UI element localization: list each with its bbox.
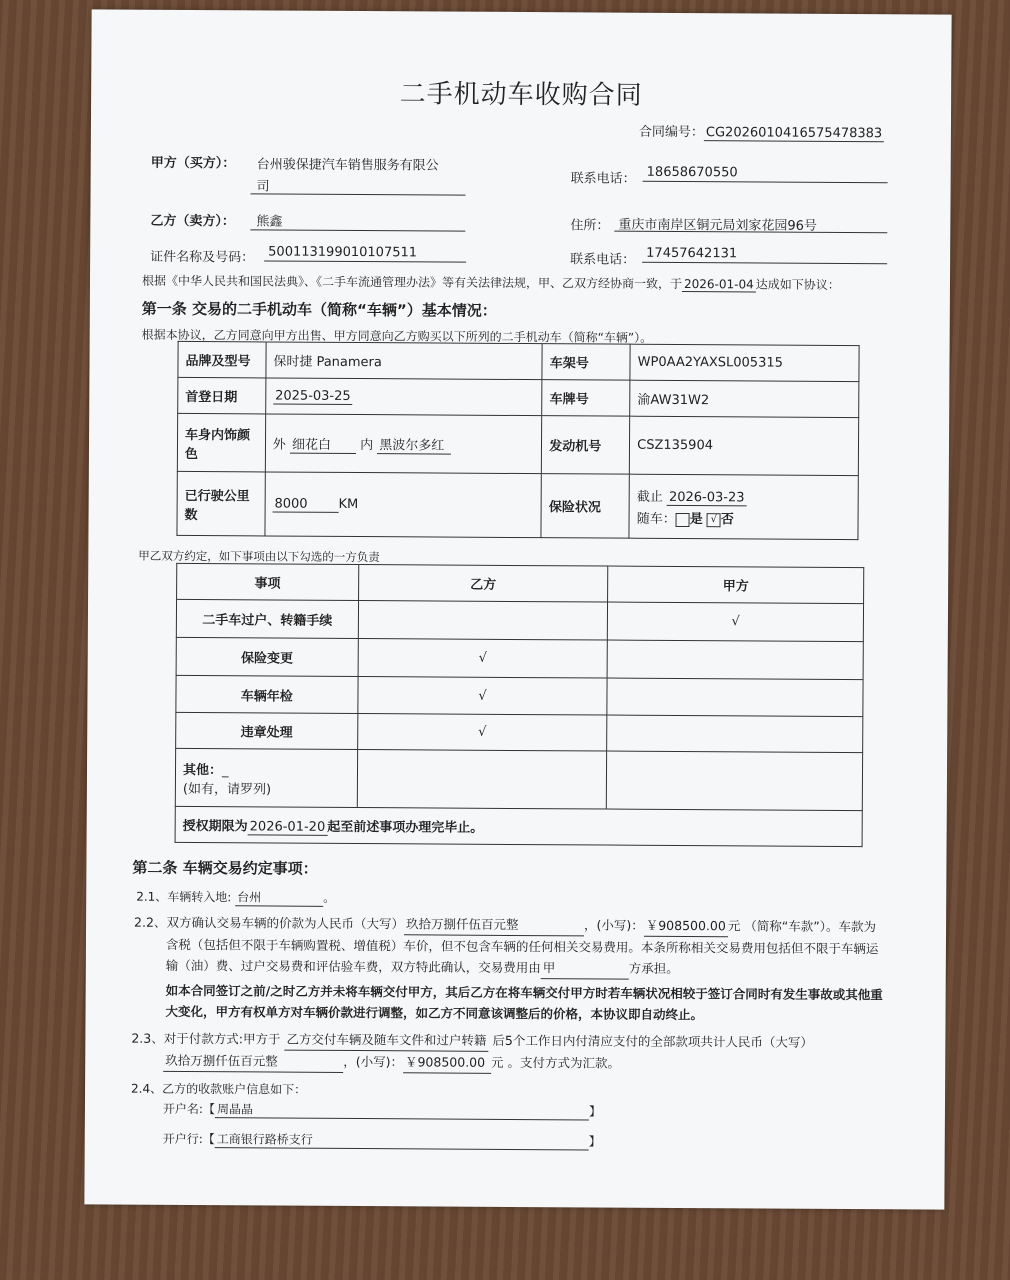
other-party-a <box>607 751 863 811</box>
party-a-phone: 18658670550 <box>646 164 738 181</box>
destination-value: 台州 <box>235 888 323 907</box>
plate-value: 渝AW31W2 <box>630 380 859 417</box>
other-party-b <box>357 750 607 810</box>
mileage-label <box>177 471 265 536</box>
row-party-b-mark: √ <box>358 639 608 679</box>
table-row <box>176 675 863 716</box>
row-party-a-mark <box>607 678 863 717</box>
section-2-2-a: 双方确认交易车辆的价款为人民币（大写） <box>166 914 405 932</box>
other-note: (如有，请罗列) <box>182 781 272 797</box>
yes-checkbox[interactable] <box>676 512 690 526</box>
party-a-name-line1: 台州骏保捷汽车销售服务有限公 <box>256 157 439 174</box>
section-2-4-text: 乙方的收款账户信息如下： <box>162 1081 307 1097</box>
section-2-3-c: ，(小写)： <box>343 1053 404 1070</box>
table-row <box>175 806 862 846</box>
section-2-1 <box>136 888 335 907</box>
contract-number: CG2026010416575478383 <box>704 125 884 142</box>
vin-label: 车架号 <box>542 344 630 381</box>
account-name: 周晶晶 <box>215 1100 589 1120</box>
auth-period-cell <box>175 806 862 846</box>
account-name-close: 】 <box>588 1104 602 1119</box>
reg-date-cell <box>266 378 543 416</box>
with-car-label: 随车： <box>636 511 676 527</box>
bold-clause-line2: 大变化，甲方有权单方对车辆价款进行调整，如乙方不同意该调整后的价格，本协议即自动终止。 <box>165 1003 704 1023</box>
id-label: 证件名称及号码： <box>150 249 255 266</box>
row-party-b-mark: √ <box>358 677 608 716</box>
mileage-unit: KM <box>338 496 359 512</box>
section-2-3-d: 元 。支付方式为汇款。 <box>490 1054 621 1071</box>
mileage-value: 8000 <box>272 496 338 512</box>
bold-clause <box>165 980 882 1026</box>
section-2-3-no: 2.3、 <box>131 1030 164 1046</box>
section-2-3 <box>131 1028 813 1076</box>
engine-label: 发动机号 <box>542 416 630 475</box>
row-item: 二手车过户、转籍手续 <box>176 599 358 638</box>
price-chinese: 玖拾万捌仟伍百元整 <box>404 913 584 936</box>
party-a-phone-label: 联系电话： <box>570 171 636 187</box>
table-row <box>177 471 858 539</box>
bank-close: 】 <box>588 1134 601 1149</box>
section-2-4 <box>131 1080 306 1098</box>
no-checkbox[interactable]: √ <box>707 513 721 527</box>
id-underline <box>264 260 466 262</box>
payment-amount: ￥908500.00 <box>403 1051 491 1074</box>
basis-text-b: 达成如下协议： <box>755 277 840 292</box>
insurance-label: 保险状况 <box>541 474 629 539</box>
section-2-2-no: 2.2、 <box>134 914 167 930</box>
row-party-a-mark <box>607 715 863 753</box>
auth-date: 2026-01-20 <box>248 819 328 835</box>
party-b-phone-label: 联系电话： <box>570 252 636 268</box>
engine-value: CSZ135904 <box>629 416 858 475</box>
section-2-3-a: 对于付款方式:甲方于 <box>163 1030 281 1047</box>
table-row <box>177 413 858 475</box>
fee-party: 甲 <box>541 957 629 980</box>
party-a-underline <box>251 193 466 195</box>
color-label-line2: 色 <box>184 446 199 462</box>
section-2-1-no: 2.1、 <box>136 889 168 904</box>
table-row <box>178 341 859 381</box>
bank-row <box>163 1130 601 1151</box>
section-2-2 <box>134 912 879 982</box>
article-1-title: 第一条 交易的二手机动车（简称“车辆”）基本情况： <box>141 299 497 320</box>
contract-paper <box>84 9 951 1209</box>
responsibility-intro: 甲乙双方约定，如下事项由以下勾选的一方负责 <box>138 548 380 565</box>
address-label: 住所： <box>570 218 610 234</box>
basis-text <box>142 272 840 293</box>
section-2-2-b: ，(小写)： <box>583 917 644 933</box>
brand-value: 保时捷 Panamera <box>266 342 543 380</box>
no-label: 否 <box>720 512 734 528</box>
contract-number-label: 合同编号： <box>638 124 704 141</box>
header-item: 事项 <box>177 563 359 600</box>
color-label <box>177 413 265 472</box>
table-row <box>177 563 864 603</box>
party-b-address: 重庆市南岸区铜元局刘家花园96号 <box>618 217 817 234</box>
section-2-4-no: 2.4、 <box>131 1081 163 1096</box>
account-name-row <box>163 1100 601 1121</box>
contract-number-row <box>639 121 884 142</box>
section-2-1-text: 车辆转入地: <box>167 889 232 905</box>
yes-label: 是 <box>689 512 703 528</box>
party-b-label: 乙方（卖方）： <box>150 213 235 230</box>
other-value: _ <box>221 762 229 778</box>
party-a-phone-underline <box>643 181 888 183</box>
table-row <box>175 748 862 810</box>
reg-date-value: 2025-03-25 <box>273 388 353 404</box>
interior-color: 黑波尔多红 <box>377 434 451 454</box>
mileage-label-line1: 已行驶公里 <box>184 488 250 504</box>
vin-value: WP0AA2YAXSL005315 <box>630 344 859 381</box>
reg-date-label: 首登日期 <box>178 377 266 414</box>
plate-label: 车牌号 <box>542 380 630 417</box>
basis-date: 2026-01-04 <box>682 277 756 292</box>
party-a-label: 甲方（买方）： <box>150 155 236 172</box>
table-row <box>178 377 859 417</box>
id-number: 500113199010107511 <box>268 244 418 261</box>
article-2-title: 第二条 车辆交易约定事项： <box>132 858 318 878</box>
row-party-b-mark: √ <box>357 714 607 752</box>
interior-prefix: 内 <box>360 437 374 453</box>
table-row <box>176 637 863 679</box>
header-party-b: 乙方 <box>358 565 608 603</box>
bank-name: 工商银行路桥支行 <box>215 1130 589 1150</box>
exterior-color: 细花白 <box>290 433 356 453</box>
row-item: 违章处理 <box>176 712 358 749</box>
table-row <box>176 599 863 641</box>
header-party-a: 甲方 <box>608 566 864 604</box>
table-row <box>176 712 863 752</box>
row-item: 保险变更 <box>176 637 358 676</box>
auth-suffix: 起至前述事项办理完毕止。 <box>327 819 484 836</box>
bank-label: 开户行:【 <box>162 1131 215 1147</box>
row-item: 车辆年检 <box>176 675 358 713</box>
brand-label: 品牌及型号 <box>178 341 266 378</box>
vehicle-info-table <box>176 341 859 540</box>
section-2-1-end: 。 <box>323 890 336 905</box>
basis-text-a: 根据《中华人民共和国民法典》、《二手车流通管理办法》等有关法律法规，甲、乙双方经协商一致，于 <box>141 273 683 291</box>
insurance-until-label: 截止 <box>636 489 663 505</box>
payment-chinese: 玖拾万捌仟伍百元整 <box>163 1050 343 1073</box>
exterior-prefix: 外 <box>272 436 286 453</box>
party-b-phone-underline <box>642 262 887 264</box>
bold-clause-line1: 如本合同签订之前/之时乙方并未将车辆交付甲方，其后乙方在将车辆交付甲方时若车辆状况相较于签订合同时有发生事故或其他重 <box>165 982 883 1003</box>
color-label-line1: 车身内饰颜 <box>185 427 251 443</box>
account-name-label: 开户名:【 <box>162 1101 216 1117</box>
responsibility-table <box>175 563 865 847</box>
insurance-until-date: 2026-03-23 <box>667 490 747 506</box>
section-2-2-line3a: 输（油）费、过户交易费和评估验车费，双方特此确认，交易费用由 <box>165 957 541 976</box>
section-2-2-c: 元 （简称“车款”）。车款为 <box>727 918 877 935</box>
auth-label: 授权期限为 <box>182 818 248 834</box>
price-amount: ￥908500.00 <box>644 915 728 938</box>
mileage-cell <box>265 472 542 538</box>
insurance-cell <box>629 474 858 539</box>
other-label: 其他： <box>182 762 223 778</box>
section-2-2-line2: 含税（包括但不限于车辆购置税、增值税）车价，但不包含车辆的任何相关交易费用。本条所称相关交易费用包括但不限于车辆运 <box>165 936 879 957</box>
page-title: 二手机动车收购合同 <box>399 79 643 111</box>
row-party-b-mark <box>358 601 608 641</box>
section-2-3-b: 后5个工作日内付清应支付的全部款项共计人民币（大写） <box>492 1032 813 1050</box>
section-2-2-line3b: 方承担。 <box>628 960 679 976</box>
mileage-label-line2: 数 <box>184 507 198 523</box>
article-1-intro: 根据本协议，乙方同意向甲方出售、甲方同意向乙方购买以下所列的二手机动车（简称“车辆”）。 <box>141 327 653 345</box>
party-a-name-line2: 司 <box>256 179 270 195</box>
row-party-a-mark <box>607 640 863 680</box>
party-b-phone: 17457642131 <box>646 245 738 262</box>
row-party-a-mark: √ <box>608 602 864 642</box>
other-cell <box>175 748 357 807</box>
payment-condition: 乙方交付车辆及随车文件和过户转籍 <box>284 1029 488 1052</box>
party-b-name: 熊鑫 <box>256 214 283 230</box>
color-cell <box>265 414 542 474</box>
party-b-underline <box>250 229 465 231</box>
